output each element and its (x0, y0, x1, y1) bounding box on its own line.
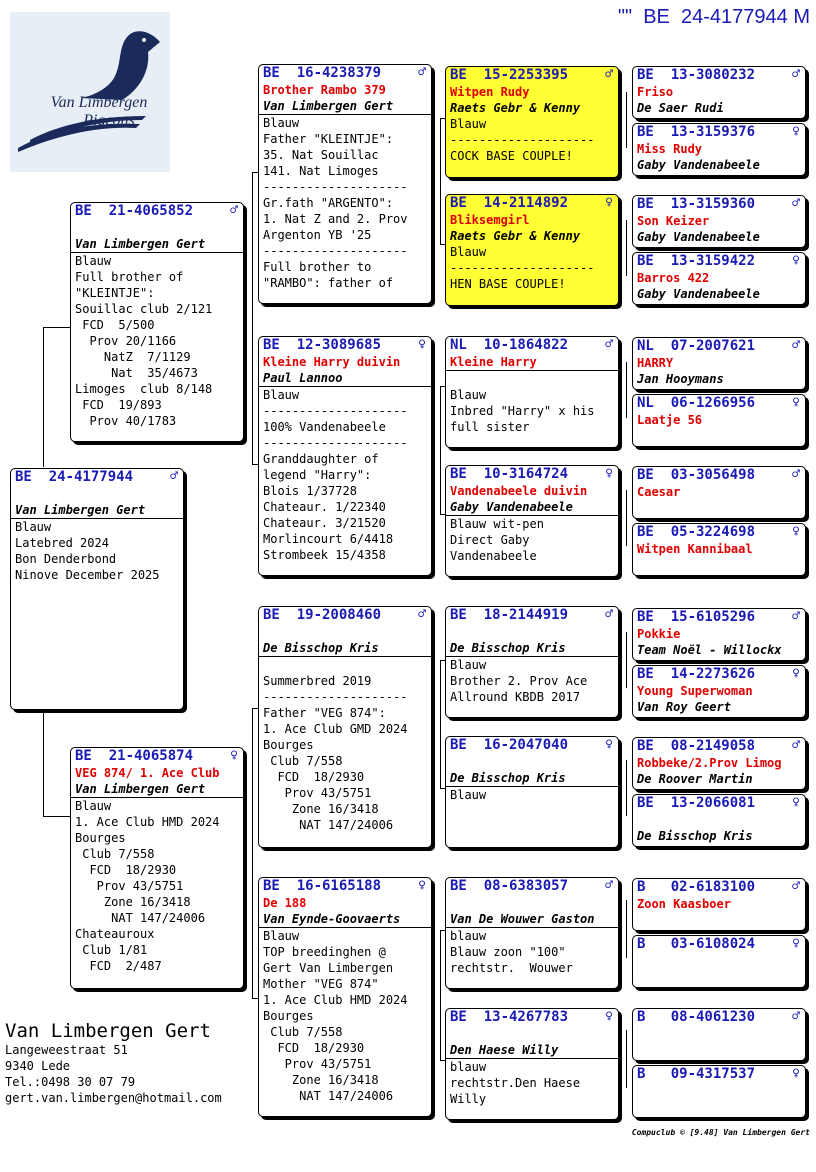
pigeon-name (71, 220, 243, 236)
pedigree-title: "" BE 24-4177944 M (617, 6, 810, 28)
pigeon-name: Young Superwoman (637, 684, 753, 698)
pigeon-info: Blauw Father "KLEINTJE": 35. Nat Souillac 141. Nat Limoges -------------------- Gr.fath "ARGENTO": 1. Nat Z and 2. Prov Argenton YB '25 -------------------- Full brother to "RAMBO": father of (263, 116, 408, 290)
ring-number: B 09-4317537 (637, 1066, 756, 1082)
male-icon: ♂ (605, 878, 613, 893)
ring-number: NL 07-2007621 (637, 338, 756, 354)
owner-email[interactable]: gert.van.limbergen@hotmail.com (5, 1091, 222, 1105)
ring-number: BE 13-2066081 (637, 795, 756, 811)
breeder-name: Gaby Vandenabeele (446, 499, 618, 516)
pigeon-info: Blauw -------------------- HEN BASE COUPLE! (450, 245, 595, 291)
ring-number: BE 19-2008460 (263, 607, 382, 623)
pigeon-name: Friso (637, 85, 674, 99)
pigeon-name: Robbeke/2.Prov Limog (637, 756, 782, 770)
breeder-name: Van De Wouwer Gaston (446, 911, 618, 928)
breeder-name: Raets Gebr & Kenny (450, 229, 581, 243)
pigeon-card-granddam-maternal[interactable] (258, 877, 432, 1117)
ring-number: BE 03-3056498 (637, 467, 756, 483)
pigeon-card-gen3-8[interactable] (445, 1008, 619, 1120)
ring-number: BE 13-3159422 (637, 253, 756, 269)
pigeon-name (633, 1083, 805, 1099)
pigeon-name (259, 624, 431, 640)
ring-number: BE 13-3159376 (637, 124, 756, 140)
male-icon: ♂ (792, 609, 800, 624)
ring-number: BE 15-2253395 (450, 67, 569, 83)
pigeon-card-gen4-2[interactable] (632, 123, 806, 176)
breeder-name: Gaby Vandenabeele (637, 230, 760, 244)
ring-number: BE 08-2149058 (637, 738, 756, 754)
ring-number: BE 14-2273626 (637, 666, 756, 682)
pigeon-info: Blauw wit-pen Direct Gaby Vandenabeele (450, 517, 544, 563)
pigeon-name (633, 953, 805, 969)
breeder-name (633, 1099, 805, 1115)
pigeon-name: Caesar (637, 485, 681, 499)
breeder-name (633, 557, 805, 573)
owner-name: Van Limbergen Gert (5, 1020, 211, 1042)
breeder-name: Van Eynde-Goovaerts (259, 911, 431, 928)
female-icon: ♀ (418, 337, 426, 352)
pigeon-card-gen4-16[interactable] (632, 1065, 806, 1118)
pigeon-info: blauw rechtstr.Den Haese Willy (450, 1060, 581, 1106)
breeder-name (633, 500, 805, 516)
pigeon-info: Blauw Latebred 2024 Bon Denderbond Ninove December 2025 (15, 520, 160, 582)
female-icon: ♀ (792, 253, 800, 268)
breeder-name: Jan Hooymans (637, 372, 724, 386)
pigeon-name (633, 812, 805, 828)
pigeon-name: VEG 874/ 1. Ace Club (75, 766, 220, 780)
female-icon: ♀ (792, 795, 800, 810)
pigeon-name: Son Keizer (637, 214, 710, 228)
pigeon-name: Kleine Harry duivin (263, 355, 401, 369)
breeder-name (633, 969, 805, 985)
pigeon-card-gen4-7[interactable] (632, 466, 806, 519)
pigeon-card-gen4-15[interactable] (632, 1008, 806, 1061)
breeder-name (633, 1042, 805, 1058)
pigeon-card-gen4-13[interactable] (632, 878, 806, 931)
pigeon-name (446, 624, 618, 640)
female-icon: ♀ (605, 1009, 613, 1024)
pigeon-card-gen4-12[interactable] (632, 794, 806, 847)
male-icon: ♂ (792, 467, 800, 482)
pigeon-card-gen4-8[interactable] (632, 523, 806, 576)
pigeon-logo-icon (10, 12, 170, 172)
logo-line-2: Pigeons (83, 112, 135, 129)
male-icon: ♂ (170, 469, 178, 484)
male-icon: ♂ (605, 67, 613, 82)
breeder-name (446, 371, 618, 387)
pigeon-card-gen4-6[interactable] (632, 394, 806, 447)
pigeon-name: Zoon Kaasboer (637, 897, 731, 911)
pigeon-name: Witpen Kannibaal (637, 542, 753, 556)
pigeon-name: Kleine Harry (446, 354, 618, 371)
breeder-name: De Roover Martin (637, 772, 753, 786)
pigeon-card-gen4-5[interactable] (632, 337, 806, 390)
female-icon: ♀ (792, 1066, 800, 1081)
female-icon: ♀ (792, 524, 800, 539)
breeder-name: Van Roy Geert (637, 700, 731, 714)
female-icon: ♀ (792, 124, 800, 139)
breeder-name: Raets Gebr & Kenny (450, 101, 581, 115)
pigeon-name: HARRY (637, 356, 674, 370)
breeder-name: Van Limbergen Gert (11, 502, 183, 519)
pigeon-card-dam[interactable] (70, 747, 244, 989)
breeder-name: De Bisschop Kris (446, 770, 618, 787)
ring-number: NL 06-1266956 (637, 395, 756, 411)
ring-number: B 02-6183100 (637, 879, 756, 895)
male-icon: ♂ (418, 65, 426, 80)
ring-number: BE 24-4177944 (15, 469, 134, 485)
female-icon: ♀ (792, 395, 800, 410)
male-icon: ♂ (792, 196, 800, 211)
pigeon-info: Blauw -------------------- 100% Vandenabeele -------------------- Granddaughter of legend "Harry": Blois 1/37728 Chateaur. 1/22340 Chateaur. 3/21520 Morlincourt 6/4418 Strombeek 15/4358 (263, 388, 408, 562)
pigeon-name (11, 486, 183, 502)
pigeon-info: Blauw (450, 788, 487, 802)
male-icon: ♂ (792, 879, 800, 894)
breeder-name: Gaby Vandenabeele (637, 158, 760, 172)
breeder-name: De Bisschop Kris (446, 640, 618, 657)
pigeon-info: Blauw TOP breedinghen @ Gert Van Limbergen Mother "VEG 874" 1. Ace Club HMD 2024 Bourges Club 7/558 FCD 18/2930 Prov 43/5751 Zone 16/3418 NAT 147/24006 (263, 929, 408, 1103)
pigeon-info: Blauw Full brother of "KLEINTJE": Souillac club 2/121 FCD 5/500 Prov 20/1166 NatZ 7/1129 Nat 35/4673 Limoges club 8/148 FCD 19/893 Prov 40/1783 (75, 254, 213, 428)
pigeon-card-gen4-9[interactable] (632, 608, 806, 661)
female-icon: ♀ (605, 195, 613, 210)
ring-number: BE 16-2047040 (450, 737, 569, 753)
ring-number: BE 21-4065852 (75, 203, 194, 219)
pigeon-info: Blauw 1. Ace Club HMD 2024 Bourges Club 7/558 FCD 18/2930 Prov 43/5751 Zone 16/3418 NAT 147/24006 Chateauroux Club 1/81 FCD 2/487 (75, 799, 220, 973)
ring-number: BE 10-3164724 (450, 466, 569, 482)
owner-block (5, 1020, 222, 1106)
breeder-name: De Bisschop Kris (637, 829, 753, 843)
pigeon-card-grandsire-paternal[interactable] (258, 64, 432, 304)
pigeon-card-granddam-paternal[interactable] (258, 336, 432, 576)
ring-number: NL 10-1864822 (450, 337, 569, 353)
ring-number: BE 12-3089685 (263, 337, 382, 353)
pigeon-card-gen4-10[interactable] (632, 665, 806, 718)
pigeon-name: Pokkie (637, 627, 681, 641)
male-icon: ♂ (605, 607, 613, 622)
pigeon-card-gen4-3[interactable] (632, 195, 806, 248)
ring-number: BE 16-4238379 (263, 65, 382, 81)
pigeon-name: Vandenabeele duivin (450, 484, 588, 498)
pigeon-name: Barros 422 (637, 271, 710, 285)
male-icon: ♂ (418, 607, 426, 622)
breeder-name: Van Limbergen Gert (71, 236, 243, 253)
breeder-name: De Saer Rudi (637, 101, 724, 115)
ring-number: BE 21-4065874 (75, 748, 194, 764)
pigeon-name: Witpen Rudy (450, 85, 530, 99)
breeder-name (633, 428, 805, 444)
pigeon-card-subject[interactable] (10, 468, 184, 710)
ring-number: BE 08-6383057 (450, 878, 569, 894)
ring-number: BE 13-4267783 (450, 1009, 569, 1025)
pigeon-card-gen3-2[interactable] (445, 194, 619, 306)
pigeon-name (633, 1026, 805, 1042)
footer-credit: Compuclub © [9.48] Van Limbergen Gert (631, 1128, 810, 1137)
male-icon: ♂ (792, 338, 800, 353)
male-icon: ♂ (230, 203, 238, 218)
ring-number: BE 05-3224698 (637, 524, 756, 540)
pigeon-info: Blauw Brother 2. Prov Ace Allround KBDB 2017 (450, 658, 588, 704)
breeder-name (633, 912, 805, 928)
pigeon-card-gen4-14[interactable] (632, 935, 806, 988)
male-icon: ♂ (792, 738, 800, 753)
pigeon-info: Blauw -------------------- COCK BASE COUPLE! (450, 117, 595, 163)
male-icon: ♂ (792, 67, 800, 82)
breeder-name: Paul Lannoo (259, 370, 431, 387)
pigeon-card-sire[interactable] (70, 202, 244, 442)
pigeon-name: Bliksemgirl (450, 213, 530, 227)
ring-number: BE 14-2114892 (450, 195, 569, 211)
ring-number: BE 13-3080232 (637, 67, 756, 83)
owner-street: Langeweestraat 51 (5, 1043, 128, 1057)
ring-number: B 03-6108024 (637, 936, 756, 952)
pigeon-info: Summerbred 2019 -------------------- Father "VEG 874": 1. Ace Club GMD 2024 Bourges Club 7/558 FCD 18/2930 Prov 43/5751 Zone 16/3418 NAT 147/24006 (263, 674, 408, 832)
pigeon-name: De 188 (263, 896, 307, 910)
pigeon-card-gen4-4[interactable] (632, 252, 806, 305)
pigeon-name: Laatje 56 (637, 413, 703, 427)
breeder-name: Van Limbergen Gert (71, 781, 243, 798)
pigeon-card-gen4-1[interactable] (632, 66, 806, 119)
pigeon-card-gen3-4[interactable] (445, 465, 619, 577)
pigeon-name: Miss Rudy (637, 142, 703, 156)
female-icon: ♀ (605, 737, 613, 752)
owner-phone: Tel.:0498 30 07 79 (5, 1075, 136, 1089)
breeder-name: Gaby Vandenabeele (637, 287, 760, 301)
female-icon: ♀ (792, 666, 800, 681)
ring-number: BE 13-3159360 (637, 196, 756, 212)
pigeon-card-gen3-1[interactable] (445, 66, 619, 178)
breeder-name: De Bisschop Kris (259, 640, 431, 657)
pigeon-name (446, 754, 618, 770)
pigeon-card-gen3-6[interactable] (445, 736, 619, 848)
breeder-name: Team Noël - Willockx (637, 643, 782, 657)
female-icon: ♀ (792, 936, 800, 951)
male-icon: ♂ (792, 1009, 800, 1024)
ring-number: BE 18-2144919 (450, 607, 569, 623)
pigeon-card-gen3-7[interactable] (445, 877, 619, 989)
female-icon: ♀ (605, 466, 613, 481)
pigeon-name (446, 1026, 618, 1042)
pigeon-name: Brother Rambo 379 (263, 83, 386, 97)
logo (10, 12, 170, 172)
pigeon-card-gen4-11[interactable] (632, 737, 806, 790)
pigeon-info: Blauw Inbred "Harry" x his full sister (450, 388, 595, 434)
pigeon-name (446, 895, 618, 911)
ring-number: BE 15-6105296 (637, 609, 756, 625)
female-icon: ♀ (418, 878, 426, 893)
breeder-name: Den Haese Willy (446, 1042, 618, 1059)
ring-number: B 08-4061230 (637, 1009, 756, 1025)
ring-number: BE 16-6165188 (263, 878, 382, 894)
female-icon: ♀ (230, 748, 238, 763)
pigeon-card-gen3-3[interactable] (445, 336, 619, 448)
male-icon: ♂ (605, 337, 613, 352)
pigeon-info: blauw Blauw zoon "100" rechtstr. Wouwer (450, 929, 573, 975)
pigeon-card-gen3-5[interactable] (445, 606, 619, 718)
pigeon-card-grandsire-maternal[interactable] (258, 606, 432, 848)
owner-city: 9340 Lede (5, 1059, 71, 1073)
logo-line-1: Van Limbergen (50, 94, 148, 111)
breeder-name: Van Limbergen Gert (259, 98, 431, 115)
